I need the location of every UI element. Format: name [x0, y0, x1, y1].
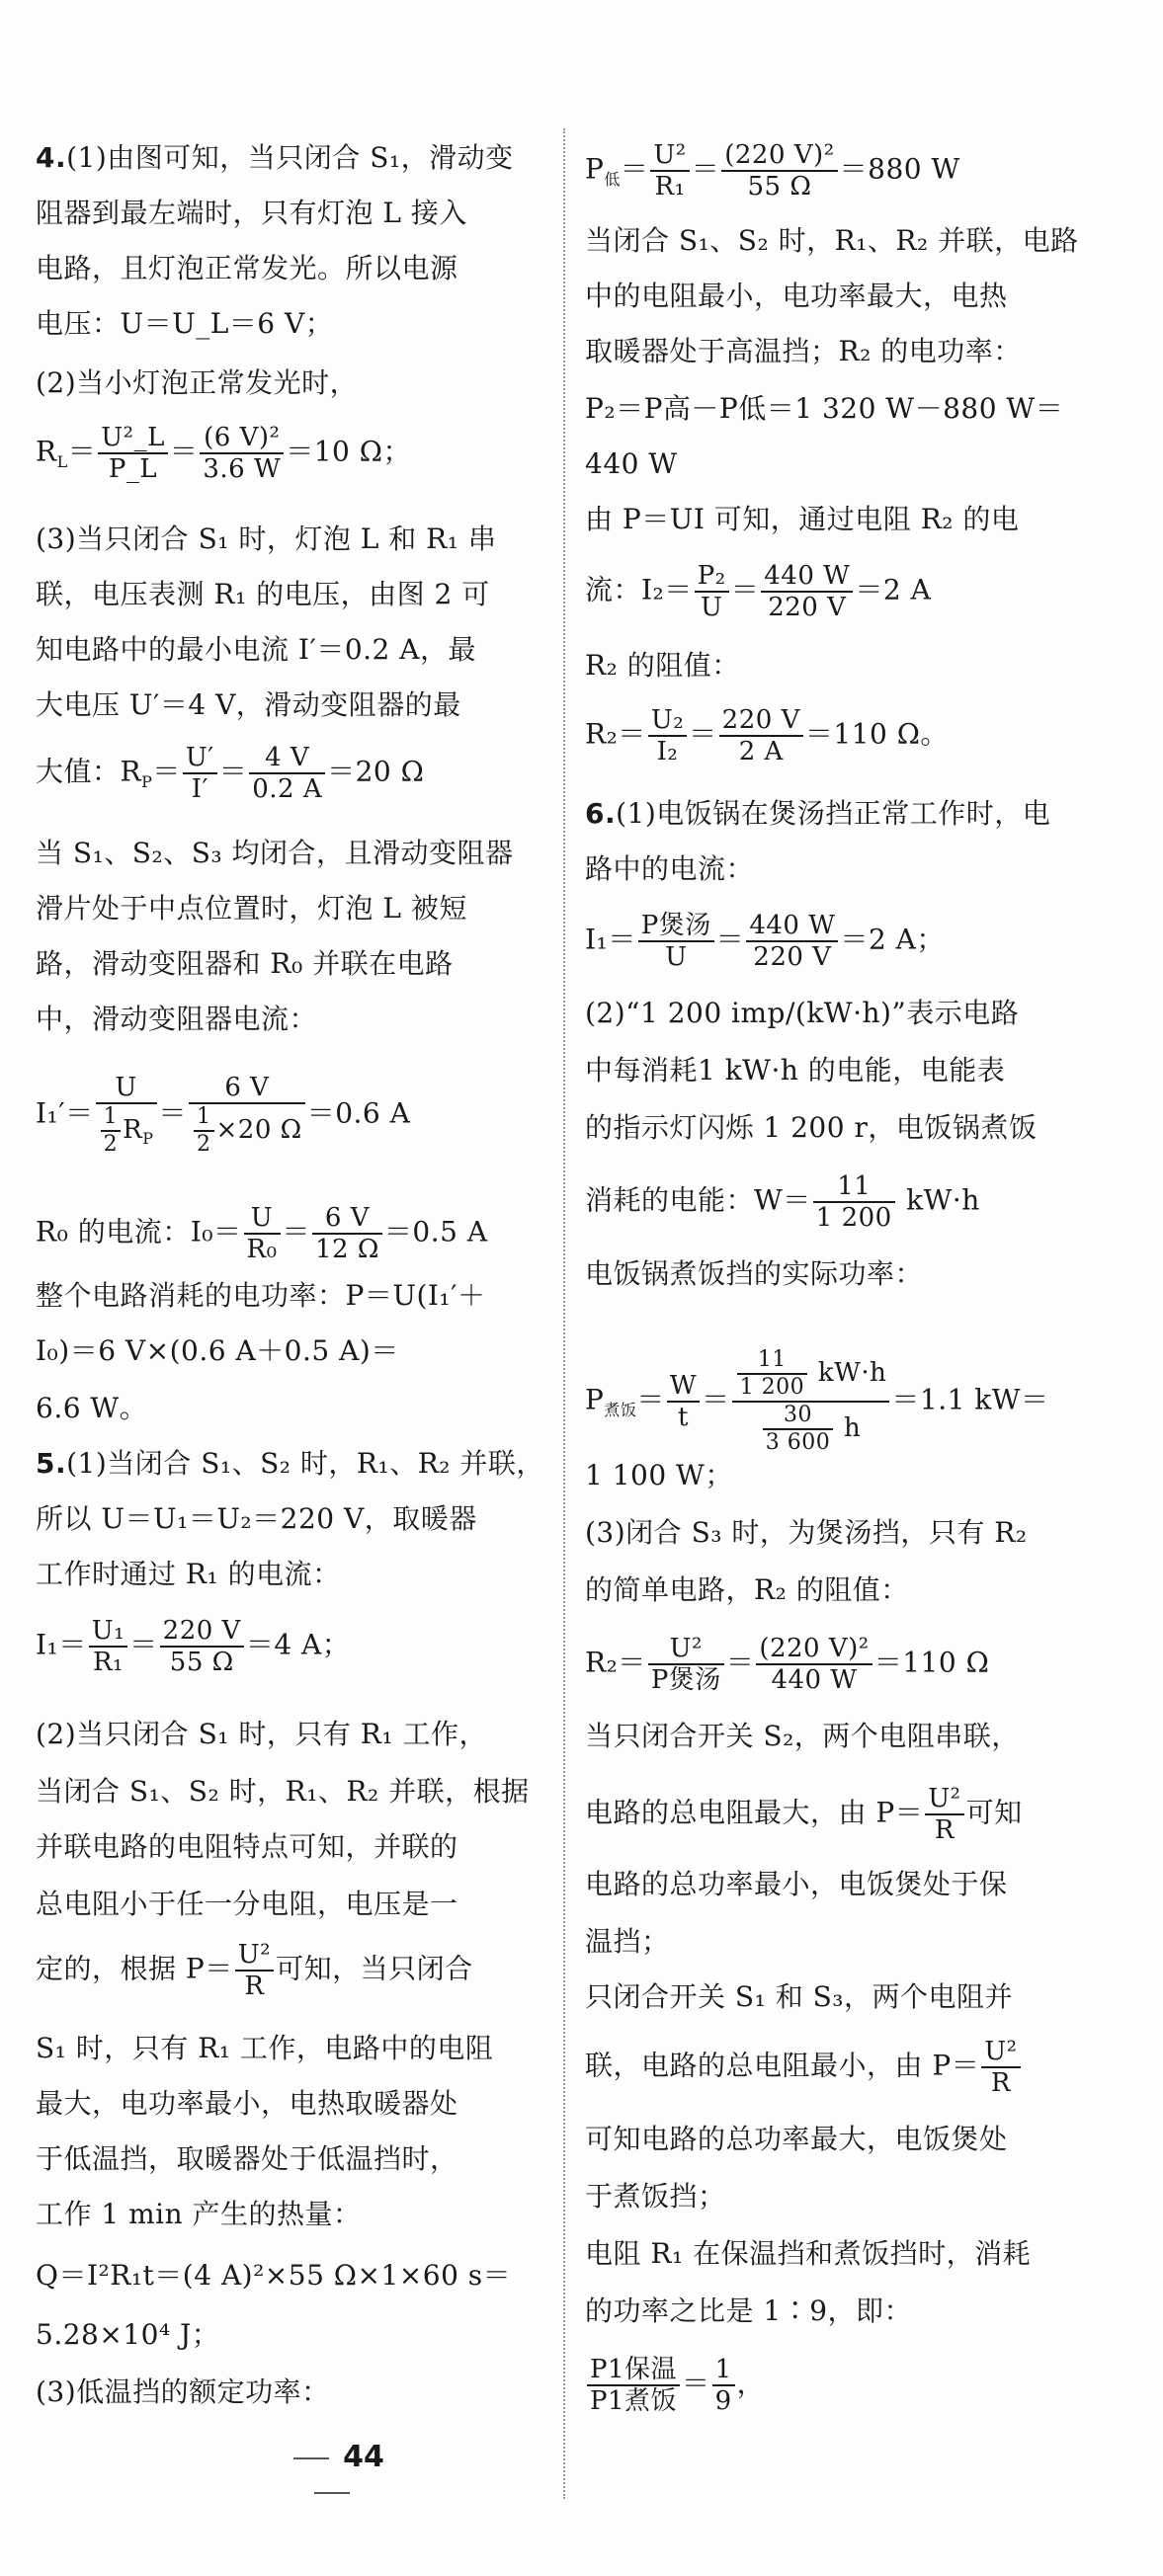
- q4-line-3: 电路，且灯泡正常发光。所以电源: [36, 252, 458, 284]
- q5-formula-plow: $P_低=$ $\frac{\text{U²}}{\text{R₁}}$ ＝ $\frac{\text{(220 V)²}}{55 \Omega}$ ＝880 W: [585, 140, 960, 201]
- q5-line-20: 440 W: [585, 447, 678, 480]
- q5-line-22: R₂ 的阻值：: [585, 649, 740, 682]
- q5-line-9: S₁ 时，只有 R₁ 工作，电路中的电阻: [36, 2032, 494, 2064]
- q5-line-11: 于低温挡，取暖器处于低温挡时，: [36, 2142, 458, 2175]
- q4-line-15: I₀)＝6 V×(0.6 A＋0.5 A)＝: [36, 1334, 399, 1367]
- q5-line-4: (2)当只闭合 S₁ 时，只有 R₁ 工作，: [36, 1718, 487, 1750]
- q5-line-13: Q＝I²R₁t＝(4 A)²×55 Ω×1×60 s＝: [36, 2259, 512, 2292]
- q4-line-9: 大电压 U′＝4 V，滑动变阻器的最: [36, 688, 461, 721]
- q6-line-5: 的指示灯闪烁 1 200 r，电饭锅煮饭: [585, 1111, 1038, 1144]
- q6-formula-w: 消耗的电能：W＝ $\frac{11}{1 200}$ kW·h: [585, 1171, 980, 1233]
- q5-line-19: P₂＝P高－P低＝1 320 W－880 W＝: [585, 392, 1064, 425]
- q4-formula-i0: R₀ 的电流：I₀＝ $\frac{U}{\text{R₀}}$ ＝ $\frac{6 V}{12 \Omega}$ ＝0.5 A: [36, 1203, 488, 1264]
- q4-line-8: 知电路中的最小电流 I′＝0.2 A，最: [36, 633, 476, 666]
- q4-line-12: 路，滑动变阻器和 R₀ 并联在电路: [36, 947, 454, 980]
- q4-line-2: 阻器到最左端时，只有灯泡 L 接入: [36, 197, 467, 229]
- q6-line-7: 1 100 W；: [585, 1459, 733, 1491]
- q5-line-12: 工作 1 min 产生的热量：: [36, 2198, 362, 2230]
- q4-line-5: (2)当小灯泡正常发光时，: [36, 366, 359, 399]
- q6-formula-r2: R₂＝ $\frac{\text{U²}}{\text{P煲汤}}$ ＝ $\frac{\text{(220 V)²}}{440 W}$ ＝110 Ω: [585, 1634, 990, 1695]
- q5-line-5: 当闭合 S₁、S₂ 时，R₁、R₂ 并联，根据: [36, 1775, 530, 1808]
- q5-line-1: 5.(1)当闭合 S₁、S₂ 时，R₁、R₂ 并联，: [36, 1447, 544, 1480]
- q6-line-18: 电阻 R₁ 在保温挡和煮饭挡时，消耗: [585, 2237, 1032, 2270]
- q6-line-6: 电饭锅煮饭挡的实际功率：: [585, 1257, 924, 1290]
- q4-line-13: 中，滑动变阻器电流：: [36, 1003, 318, 1035]
- q4-line-10: 当 S₁、S₂、S₃ 均闭合，且滑动变阻器: [36, 837, 514, 869]
- q6-line-8: (3)闭合 S₃ 时，为煲汤挡，只有 R₂: [585, 1516, 1028, 1549]
- q6-line-9: 的简单电路，R₂ 的阻值：: [585, 1573, 909, 1606]
- q6-formula-ratio: $\frac{\text{P1保温}}{\text{P1煮饭}}$ ＝ $\frac{1}{9}$ ，: [585, 2355, 765, 2416]
- q6-line-15: 联，电路的总电阻最小，由 P＝ $\frac{\text{U²}}{R}$: [585, 2037, 1023, 2098]
- q5-line-10: 最大，电功率最小，电热取暖器处: [36, 2087, 458, 2120]
- q5-line-14: 5.28×10⁴ J；: [36, 2318, 220, 2351]
- q6-line-2: 路中的电流：: [585, 852, 755, 885]
- q5-line-8: 定的，根据 P＝ $\frac{\text{U²}}{R}$ 可知，当只闭合: [36, 1940, 473, 2001]
- q4-line-4: 电压：U＝U_L＝6 V；: [36, 307, 334, 340]
- q6-line-13: 温挡；: [585, 1925, 670, 1958]
- q6-line-19: 的功率之比是 1∶9，即：: [585, 2294, 913, 2327]
- q6-line-16: 可知电路的总功率最大，电饭煲处: [585, 2123, 1008, 2155]
- q5-line-17: 中的电阻最小，电功率最大，电热: [585, 280, 1008, 312]
- q5-line-15: (3)低温挡的额定功率：: [36, 2375, 330, 2408]
- q6-line-12: 电路的总功率最小，电饭煲处于保: [585, 1868, 1008, 1900]
- q5-line-2: 所以 U＝U₁＝U₂＝220 V，取暖器: [36, 1502, 477, 1535]
- question-number: 5.: [36, 1447, 67, 1480]
- q6-line-14: 只闭合开关 S₁ 和 S₃，两个电阻并: [585, 1980, 1014, 2013]
- q5-formula-i1: I₁＝ $\frac{\text{U₁}}{\text{R₁}}$ ＝ $\frac{220 V}{55 \Omega}$ ＝4 A；: [36, 1616, 351, 1677]
- q5-line-21: 由 P＝UI 可知，通过电阻 R₂ 的电: [585, 503, 1020, 535]
- column-divider: [563, 128, 565, 2499]
- q4-line-14: 整个电路消耗的电功率：P＝U(I₁′＋: [36, 1279, 486, 1312]
- q6-line-3: (2)“1 200 imp/(kW·h)”表示电路: [585, 997, 1020, 1029]
- q5-line-6: 并联电路的电阻特点可知，并联的: [36, 1830, 458, 1863]
- q6-formula-p: $P_{煮饭}=$ $\frac{W}{t}$ ＝ $\frac{11}{1 200}$ kW·h $\frac{30}{3 600}$ h ＝1.1 kW＝: [585, 1347, 1049, 1455]
- question-number: 6.: [585, 797, 617, 830]
- q4-formula-i1: I₁′＝ U $\frac{1}{2}$ $R_P$ ＝ 6 V $\frac{1}{2}$ ×20 Ω ＝0.6 A: [36, 1073, 411, 1157]
- q4-line-7: 联，电压表测 R₁ 的电压，由图 2 可: [36, 578, 490, 610]
- q5-line-7: 总电阻小于任一分电阻，电压是一: [36, 1888, 458, 1920]
- q4-formula-rp: 大值：$R_P=$ $\frac{U'}{I'}$ ＝ $\frac{4 V}{0.2 A}$ ＝20 Ω: [36, 743, 425, 804]
- q6-formula-i1: I₁＝ $\frac{\text{P煲汤}}{U}$ ＝ $\frac{440 W}{220 V}$ ＝2 A；: [585, 911, 945, 972]
- q6-line-10: 当只闭合开关 S₂，两个电阻串联，: [585, 1720, 1020, 1752]
- q6-line-11: 电路的总电阻最大，由 P＝ $\frac{\text{U²}}{R}$ 可知: [585, 1784, 1023, 1845]
- q4-line-6: (3)当只闭合 S₁ 时，灯泡 L 和 R₁ 串: [36, 523, 497, 555]
- q5-formula-i2: 流：I₂＝ $\frac{\text{P₂}}{U}$ ＝ $\frac{440 W}{220 V}$ ＝2 A: [585, 561, 932, 622]
- q4-formula-rl: $R_L=$ $\frac{\text{U²\_L}}{P\_L}$ ＝ $\frac{\text{(6 V)²}}{3.6 W}$ ＝10 Ω；: [36, 423, 411, 484]
- q6-line-4: 中每消耗1 kW·h 的电能，电能表: [585, 1054, 1006, 1087]
- page-number: 44: [253, 2440, 411, 2509]
- q6-line-1: 6.(1)电饭锅在煲汤挡正常工作时，电: [585, 797, 1051, 830]
- q5-line-18: 取暖器处于高温挡；R₂ 的电功率：: [585, 335, 1022, 367]
- q4-line-16: 6.6 W。: [36, 1392, 148, 1424]
- question-number: 4.: [36, 141, 67, 174]
- q5-line-3: 工作时通过 R₁ 的电流：: [36, 1558, 341, 1590]
- q6-line-17: 于煮饭挡；: [585, 2180, 726, 2213]
- q4-line-11: 滑片处于中点位置时，灯泡 L 被短: [36, 892, 467, 925]
- q4-line-1: 4.(1)由图可知，当只闭合 S₁，滑动变: [36, 141, 514, 174]
- q5-formula-r2: R₂＝ $\frac{\text{U₂}}{\text{I₂}}$ ＝ $\frac{220 V}{2 A}$ ＝110 Ω。: [585, 705, 949, 766]
- q5-line-16: 当闭合 S₁、S₂ 时，R₁、R₂ 并联，电路: [585, 224, 1079, 257]
